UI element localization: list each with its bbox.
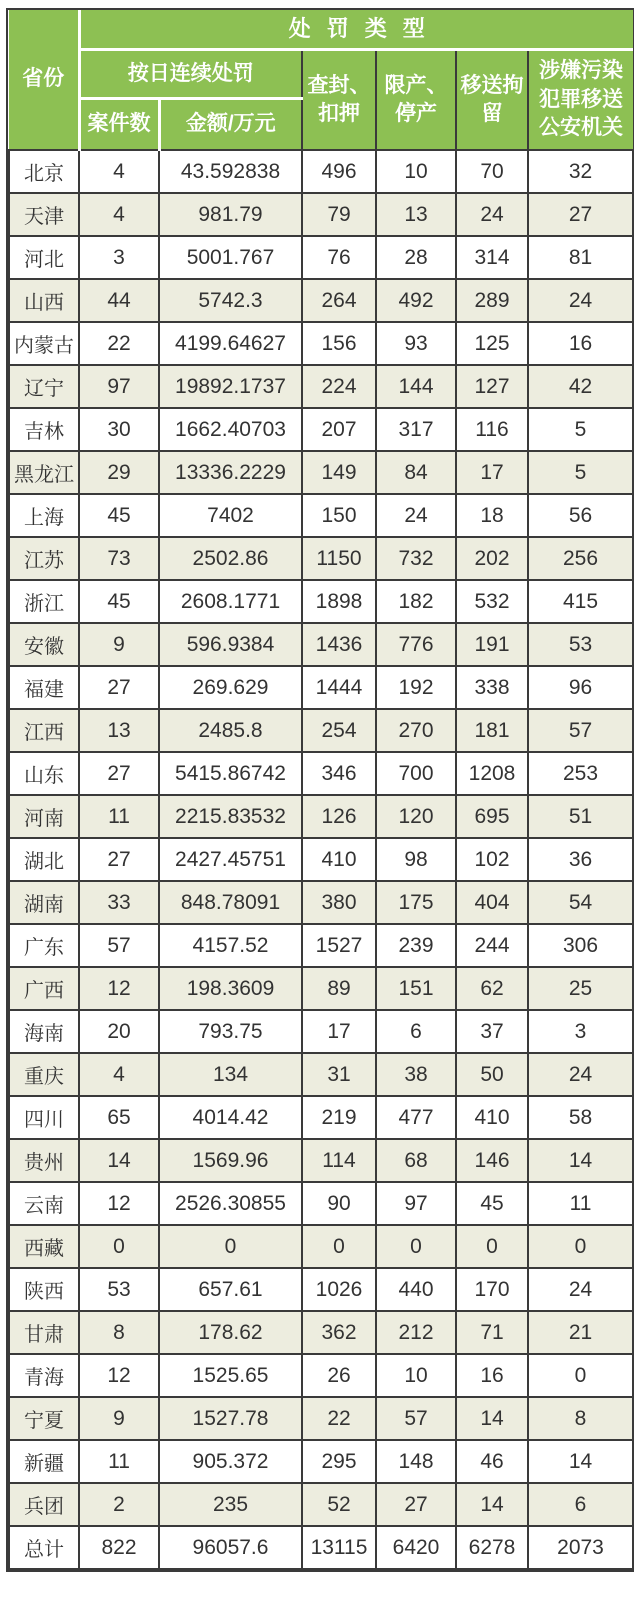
value-cell: 76 bbox=[302, 236, 376, 279]
value-cell: 2502.86 bbox=[159, 537, 302, 580]
value-cell: 822 bbox=[79, 1526, 159, 1569]
province-cell: 辽宁 bbox=[9, 365, 79, 408]
value-cell: 2073 bbox=[528, 1526, 633, 1569]
value-cell: 0 bbox=[302, 1225, 376, 1268]
table-row bbox=[9, 1483, 633, 1526]
value-cell: 96057.6 bbox=[159, 1526, 302, 1569]
value-cell: 9 bbox=[79, 1397, 159, 1440]
value-cell: 732 bbox=[376, 537, 456, 580]
value-cell: 11 bbox=[528, 1182, 633, 1225]
value-cell: 848.78091 bbox=[159, 881, 302, 924]
province-cell: 福建 bbox=[9, 666, 79, 709]
value-cell: 4199.64627 bbox=[159, 322, 302, 365]
table-frame bbox=[6, 8, 634, 1572]
value-cell: 11 bbox=[79, 1440, 159, 1483]
table-row bbox=[9, 1311, 633, 1354]
value-cell: 13115 bbox=[302, 1526, 376, 1569]
value-cell: 50 bbox=[456, 1053, 528, 1096]
value-cell: 144 bbox=[376, 365, 456, 408]
value-cell: 96 bbox=[528, 666, 633, 709]
value-cell: 492 bbox=[376, 279, 456, 322]
province-cell: 陕西 bbox=[9, 1268, 79, 1311]
value-cell: 38 bbox=[376, 1053, 456, 1096]
penalty-type-title: 处罚类型 bbox=[79, 10, 633, 50]
province-cell: 新疆 bbox=[9, 1440, 79, 1483]
table-row bbox=[9, 838, 633, 881]
value-cell: 239 bbox=[376, 924, 456, 967]
table-row bbox=[9, 1182, 633, 1225]
value-cell: 253 bbox=[528, 752, 633, 795]
value-cell: 16 bbox=[456, 1354, 528, 1397]
value-cell: 42 bbox=[528, 365, 633, 408]
value-cell: 90 bbox=[302, 1182, 376, 1225]
table-row bbox=[9, 1053, 633, 1096]
value-cell: 14 bbox=[456, 1397, 528, 1440]
value-cell: 146 bbox=[456, 1139, 528, 1182]
value-cell: 11 bbox=[79, 795, 159, 838]
value-cell: 256 bbox=[528, 537, 633, 580]
value-cell: 81 bbox=[528, 236, 633, 279]
value-cell: 1026 bbox=[302, 1268, 376, 1311]
value-cell: 212 bbox=[376, 1311, 456, 1354]
value-cell: 6278 bbox=[456, 1526, 528, 1569]
value-cell: 31 bbox=[302, 1053, 376, 1096]
value-cell: 116 bbox=[456, 408, 528, 451]
province-cell: 河南 bbox=[9, 795, 79, 838]
table-row bbox=[9, 365, 633, 408]
value-cell: 198.3609 bbox=[159, 967, 302, 1010]
value-cell: 4157.52 bbox=[159, 924, 302, 967]
table-row bbox=[9, 1268, 633, 1311]
value-cell: 496 bbox=[302, 150, 376, 193]
amount-column-header: 金额/万元 bbox=[159, 99, 302, 151]
value-cell: 102 bbox=[456, 838, 528, 881]
value-cell: 98 bbox=[376, 838, 456, 881]
value-cell: 1527 bbox=[302, 924, 376, 967]
value-cell: 27 bbox=[528, 193, 633, 236]
value-cell: 596.9384 bbox=[159, 623, 302, 666]
value-cell: 5 bbox=[528, 408, 633, 451]
table-row bbox=[9, 322, 633, 365]
value-cell: 149 bbox=[302, 451, 376, 494]
value-cell: 28 bbox=[376, 236, 456, 279]
value-cell: 126 bbox=[302, 795, 376, 838]
value-cell: 306 bbox=[528, 924, 633, 967]
table-row bbox=[9, 709, 633, 752]
daily-penalty-group-header: 按日连续处罚 bbox=[79, 50, 302, 99]
value-cell: 45 bbox=[79, 580, 159, 623]
value-cell: 317 bbox=[376, 408, 456, 451]
value-cell: 62 bbox=[456, 967, 528, 1010]
value-cell: 254 bbox=[302, 709, 376, 752]
value-cell: 114 bbox=[302, 1139, 376, 1182]
value-cell: 53 bbox=[528, 623, 633, 666]
value-cell: 27 bbox=[79, 752, 159, 795]
value-cell: 2 bbox=[79, 1483, 159, 1526]
value-cell: 410 bbox=[302, 838, 376, 881]
value-cell: 170 bbox=[456, 1268, 528, 1311]
value-cell: 27 bbox=[79, 666, 159, 709]
value-cell: 1569.96 bbox=[159, 1139, 302, 1182]
value-cell: 45 bbox=[79, 494, 159, 537]
value-cell: 404 bbox=[456, 881, 528, 924]
value-cell: 295 bbox=[302, 1440, 376, 1483]
value-cell: 314 bbox=[456, 236, 528, 279]
value-cell: 191 bbox=[456, 623, 528, 666]
value-cell: 51 bbox=[528, 795, 633, 838]
province-cell: 重庆 bbox=[9, 1053, 79, 1096]
value-cell: 2485.8 bbox=[159, 709, 302, 752]
value-cell: 0 bbox=[159, 1225, 302, 1268]
value-cell: 8 bbox=[528, 1397, 633, 1440]
value-cell: 52 bbox=[302, 1483, 376, 1526]
production-limit-column-header: 限产、停产 bbox=[376, 50, 456, 151]
value-cell: 97 bbox=[79, 365, 159, 408]
value-cell: 65 bbox=[79, 1096, 159, 1139]
table-header bbox=[9, 10, 633, 150]
detention-transfer-column-header: 移送拘留 bbox=[456, 50, 528, 151]
table-row bbox=[9, 451, 633, 494]
value-cell: 70 bbox=[456, 150, 528, 193]
value-cell: 905.372 bbox=[159, 1440, 302, 1483]
value-cell: 12 bbox=[79, 967, 159, 1010]
value-cell: 26 bbox=[302, 1354, 376, 1397]
province-cell: 山西 bbox=[9, 279, 79, 322]
value-cell: 5 bbox=[528, 451, 633, 494]
province-cell: 江苏 bbox=[9, 537, 79, 580]
province-cell: 广东 bbox=[9, 924, 79, 967]
value-cell: 14 bbox=[456, 1483, 528, 1526]
table-row bbox=[9, 494, 633, 537]
value-cell: 24 bbox=[528, 1053, 633, 1096]
header-row-1 bbox=[9, 10, 633, 50]
value-cell: 793.75 bbox=[159, 1010, 302, 1053]
table-row bbox=[9, 1354, 633, 1397]
value-cell: 6420 bbox=[376, 1526, 456, 1569]
value-cell: 93 bbox=[376, 322, 456, 365]
table-row bbox=[9, 537, 633, 580]
value-cell: 5415.86742 bbox=[159, 752, 302, 795]
header-row-2 bbox=[9, 50, 633, 99]
value-cell: 5001.767 bbox=[159, 236, 302, 279]
value-cell: 17 bbox=[302, 1010, 376, 1053]
value-cell: 16 bbox=[528, 322, 633, 365]
province-cell: 湖北 bbox=[9, 838, 79, 881]
value-cell: 120 bbox=[376, 795, 456, 838]
table-row bbox=[9, 752, 633, 795]
value-cell: 6 bbox=[376, 1010, 456, 1053]
value-cell: 5742.3 bbox=[159, 279, 302, 322]
value-cell: 1898 bbox=[302, 580, 376, 623]
province-cell: 江西 bbox=[9, 709, 79, 752]
value-cell: 219 bbox=[302, 1096, 376, 1139]
value-cell: 73 bbox=[79, 537, 159, 580]
penalty-table bbox=[8, 10, 634, 1570]
province-cell: 兵团 bbox=[9, 1483, 79, 1526]
value-cell: 27 bbox=[79, 838, 159, 881]
value-cell: 700 bbox=[376, 752, 456, 795]
value-cell: 440 bbox=[376, 1268, 456, 1311]
value-cell: 46 bbox=[456, 1440, 528, 1483]
value-cell: 224 bbox=[302, 365, 376, 408]
province-cell: 宁夏 bbox=[9, 1397, 79, 1440]
table-row bbox=[9, 1010, 633, 1053]
province-cell: 天津 bbox=[9, 193, 79, 236]
value-cell: 45 bbox=[456, 1182, 528, 1225]
province-cell: 西藏 bbox=[9, 1225, 79, 1268]
case-count-column-header: 案件数 bbox=[79, 99, 159, 151]
seizure-column-header: 查封、扣押 bbox=[302, 50, 376, 151]
value-cell: 4014.42 bbox=[159, 1096, 302, 1139]
value-cell: 362 bbox=[302, 1311, 376, 1354]
value-cell: 14 bbox=[528, 1440, 633, 1483]
value-cell: 43.592838 bbox=[159, 150, 302, 193]
value-cell: 10 bbox=[376, 150, 456, 193]
province-cell: 贵州 bbox=[9, 1139, 79, 1182]
value-cell: 24 bbox=[528, 1268, 633, 1311]
value-cell: 410 bbox=[456, 1096, 528, 1139]
province-cell: 河北 bbox=[9, 236, 79, 279]
table-row bbox=[9, 236, 633, 279]
value-cell: 89 bbox=[302, 967, 376, 1010]
value-cell: 7402 bbox=[159, 494, 302, 537]
table-row bbox=[9, 623, 633, 666]
value-cell: 22 bbox=[302, 1397, 376, 1440]
value-cell: 1525.65 bbox=[159, 1354, 302, 1397]
value-cell: 2608.1771 bbox=[159, 580, 302, 623]
value-cell: 207 bbox=[302, 408, 376, 451]
value-cell: 178.62 bbox=[159, 1311, 302, 1354]
value-cell: 192 bbox=[376, 666, 456, 709]
total-row bbox=[9, 1526, 633, 1569]
province-cell: 安徽 bbox=[9, 623, 79, 666]
value-cell: 3 bbox=[528, 1010, 633, 1053]
value-cell: 17 bbox=[456, 451, 528, 494]
value-cell: 1527.78 bbox=[159, 1397, 302, 1440]
province-cell: 北京 bbox=[9, 150, 79, 193]
province-cell: 湖南 bbox=[9, 881, 79, 924]
value-cell: 24 bbox=[376, 494, 456, 537]
value-cell: 57 bbox=[528, 709, 633, 752]
value-cell: 33 bbox=[79, 881, 159, 924]
province-cell: 云南 bbox=[9, 1182, 79, 1225]
province-cell: 广西 bbox=[9, 967, 79, 1010]
value-cell: 477 bbox=[376, 1096, 456, 1139]
value-cell: 0 bbox=[528, 1354, 633, 1397]
province-cell: 黑龙江 bbox=[9, 451, 79, 494]
value-cell: 79 bbox=[302, 193, 376, 236]
value-cell: 695 bbox=[456, 795, 528, 838]
value-cell: 264 bbox=[302, 279, 376, 322]
value-cell: 0 bbox=[376, 1225, 456, 1268]
table-row bbox=[9, 924, 633, 967]
value-cell: 24 bbox=[456, 193, 528, 236]
table-row bbox=[9, 1139, 633, 1182]
value-cell: 125 bbox=[456, 322, 528, 365]
value-cell: 36 bbox=[528, 838, 633, 881]
table-row bbox=[9, 795, 633, 838]
value-cell: 0 bbox=[456, 1225, 528, 1268]
value-cell: 1444 bbox=[302, 666, 376, 709]
value-cell: 1208 bbox=[456, 752, 528, 795]
province-cell: 甘肃 bbox=[9, 1311, 79, 1354]
value-cell: 181 bbox=[456, 709, 528, 752]
value-cell: 27 bbox=[376, 1483, 456, 1526]
value-cell: 3 bbox=[79, 236, 159, 279]
province-cell: 青海 bbox=[9, 1354, 79, 1397]
value-cell: 68 bbox=[376, 1139, 456, 1182]
province-cell: 海南 bbox=[9, 1010, 79, 1053]
value-cell: 134 bbox=[159, 1053, 302, 1096]
value-cell: 235 bbox=[159, 1483, 302, 1526]
value-cell: 2215.83532 bbox=[159, 795, 302, 838]
value-cell: 657.61 bbox=[159, 1268, 302, 1311]
value-cell: 380 bbox=[302, 881, 376, 924]
value-cell: 156 bbox=[302, 322, 376, 365]
value-cell: 175 bbox=[376, 881, 456, 924]
value-cell: 8 bbox=[79, 1311, 159, 1354]
value-cell: 24 bbox=[528, 279, 633, 322]
value-cell: 37 bbox=[456, 1010, 528, 1053]
value-cell: 44 bbox=[79, 279, 159, 322]
value-cell: 182 bbox=[376, 580, 456, 623]
value-cell: 29 bbox=[79, 451, 159, 494]
value-cell: 53 bbox=[79, 1268, 159, 1311]
value-cell: 10 bbox=[376, 1354, 456, 1397]
value-cell: 84 bbox=[376, 451, 456, 494]
province-cell: 上海 bbox=[9, 494, 79, 537]
table-row bbox=[9, 193, 633, 236]
value-cell: 269.629 bbox=[159, 666, 302, 709]
value-cell: 0 bbox=[528, 1225, 633, 1268]
value-cell: 4 bbox=[79, 150, 159, 193]
table-row bbox=[9, 666, 633, 709]
value-cell: 20 bbox=[79, 1010, 159, 1053]
value-cell: 244 bbox=[456, 924, 528, 967]
value-cell: 58 bbox=[528, 1096, 633, 1139]
table-row bbox=[9, 580, 633, 623]
value-cell: 4 bbox=[79, 193, 159, 236]
value-cell: 14 bbox=[79, 1139, 159, 1182]
table-row bbox=[9, 1440, 633, 1483]
province-cell: 山东 bbox=[9, 752, 79, 795]
province-column-header: 省份 bbox=[9, 10, 79, 150]
value-cell: 2526.30855 bbox=[159, 1182, 302, 1225]
value-cell: 19892.1737 bbox=[159, 365, 302, 408]
table-row bbox=[9, 279, 633, 322]
province-cell: 内蒙古 bbox=[9, 322, 79, 365]
value-cell: 57 bbox=[376, 1397, 456, 1440]
value-cell: 0 bbox=[79, 1225, 159, 1268]
value-cell: 13 bbox=[376, 193, 456, 236]
value-cell: 270 bbox=[376, 709, 456, 752]
province-cell: 总计 bbox=[9, 1526, 79, 1569]
table-row bbox=[9, 150, 633, 193]
value-cell: 4 bbox=[79, 1053, 159, 1096]
value-cell: 57 bbox=[79, 924, 159, 967]
value-cell: 56 bbox=[528, 494, 633, 537]
value-cell: 415 bbox=[528, 580, 633, 623]
value-cell: 338 bbox=[456, 666, 528, 709]
province-cell: 四川 bbox=[9, 1096, 79, 1139]
value-cell: 30 bbox=[79, 408, 159, 451]
value-cell: 776 bbox=[376, 623, 456, 666]
value-cell: 22 bbox=[79, 322, 159, 365]
table-row bbox=[9, 1397, 633, 1440]
table-row bbox=[9, 408, 633, 451]
value-cell: 532 bbox=[456, 580, 528, 623]
value-cell: 13 bbox=[79, 709, 159, 752]
value-cell: 21 bbox=[528, 1311, 633, 1354]
table-row bbox=[9, 1225, 633, 1268]
table-body bbox=[9, 150, 633, 1569]
value-cell: 13336.2229 bbox=[159, 451, 302, 494]
value-cell: 12 bbox=[79, 1354, 159, 1397]
province-cell: 浙江 bbox=[9, 580, 79, 623]
criminal-transfer-column-header: 涉嫌污染犯罪移送公安机关 bbox=[528, 50, 633, 151]
value-cell: 14 bbox=[528, 1139, 633, 1182]
value-cell: 32 bbox=[528, 150, 633, 193]
value-cell: 127 bbox=[456, 365, 528, 408]
value-cell: 1436 bbox=[302, 623, 376, 666]
value-cell: 289 bbox=[456, 279, 528, 322]
value-cell: 1150 bbox=[302, 537, 376, 580]
value-cell: 6 bbox=[528, 1483, 633, 1526]
value-cell: 1662.40703 bbox=[159, 408, 302, 451]
value-cell: 202 bbox=[456, 537, 528, 580]
value-cell: 25 bbox=[528, 967, 633, 1010]
value-cell: 346 bbox=[302, 752, 376, 795]
value-cell: 54 bbox=[528, 881, 633, 924]
value-cell: 18 bbox=[456, 494, 528, 537]
value-cell: 71 bbox=[456, 1311, 528, 1354]
province-cell: 吉林 bbox=[9, 408, 79, 451]
value-cell: 150 bbox=[302, 494, 376, 537]
table-row bbox=[9, 967, 633, 1010]
value-cell: 12 bbox=[79, 1182, 159, 1225]
value-cell: 97 bbox=[376, 1182, 456, 1225]
value-cell: 2427.45751 bbox=[159, 838, 302, 881]
value-cell: 148 bbox=[376, 1440, 456, 1483]
value-cell: 981.79 bbox=[159, 193, 302, 236]
value-cell: 151 bbox=[376, 967, 456, 1010]
value-cell: 9 bbox=[79, 623, 159, 666]
table-row bbox=[9, 881, 633, 924]
table-row bbox=[9, 1096, 633, 1139]
